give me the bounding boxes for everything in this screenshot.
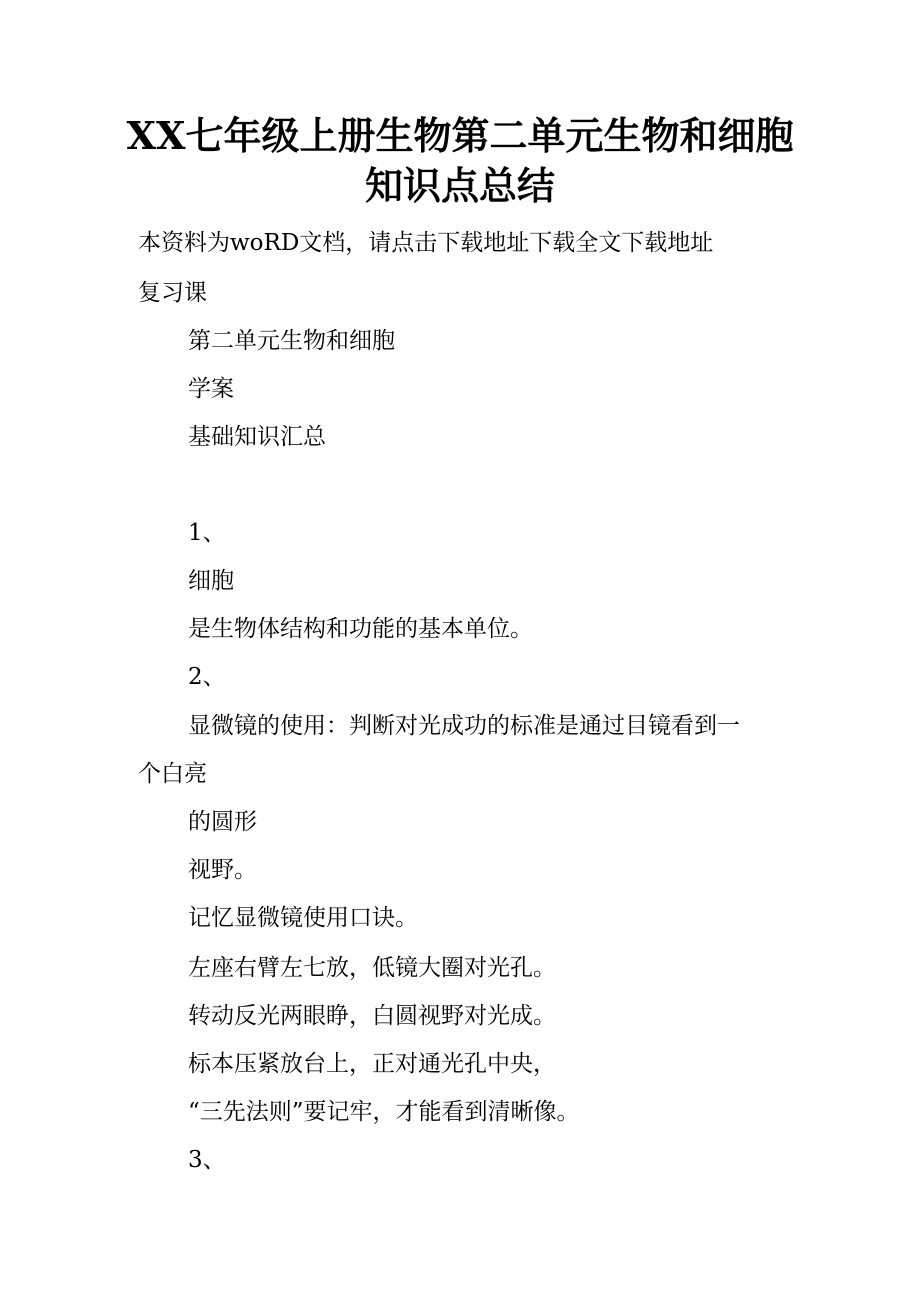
- paragraph-line: 本资料为woRD文档，请点击下载地址下载全文下载地址: [138, 230, 714, 256]
- paragraph-line: 的圆形: [188, 809, 257, 835]
- document-title-line-1: XX七年级上册生物第二单元生物和细胞: [126, 113, 794, 158]
- paragraph-line: 标本压紧放台上，正对通光孔中央，: [188, 1051, 556, 1077]
- paragraph-line: 2、: [188, 664, 226, 690]
- paragraph-line: 1、: [188, 520, 226, 546]
- paragraph-line: 转动反光两眼睁，白圆视野对光成。: [188, 1003, 556, 1029]
- paragraph-line: 3、: [188, 1147, 226, 1173]
- paragraph-line: 记忆显微镜使用口诀。: [188, 905, 418, 931]
- paragraph-line: 个白亮: [138, 761, 207, 787]
- paragraph-line: 复习课: [138, 280, 207, 306]
- paragraph-line: 基础知识汇总: [188, 424, 326, 450]
- paragraph-line: 视野。: [188, 857, 257, 883]
- document-title-line-2: 知识点总结: [364, 163, 555, 208]
- paragraph-line: 学案: [188, 376, 234, 402]
- paragraph-line: 是生物体结构和功能的基本单位。: [188, 616, 533, 642]
- paragraph-line: 左座右臂左七放，低镜大圈对光孔。: [188, 955, 556, 981]
- paragraph-line: 显微镜的使用：判断对光成功的标准是通过目镜看到一: [188, 713, 740, 739]
- paragraph-line: “三先法则”要记牢，才能看到清晰像。: [188, 1099, 580, 1125]
- paragraph-line: 第二单元生物和细胞: [188, 328, 395, 354]
- paragraph-line: 细胞: [188, 568, 234, 594]
